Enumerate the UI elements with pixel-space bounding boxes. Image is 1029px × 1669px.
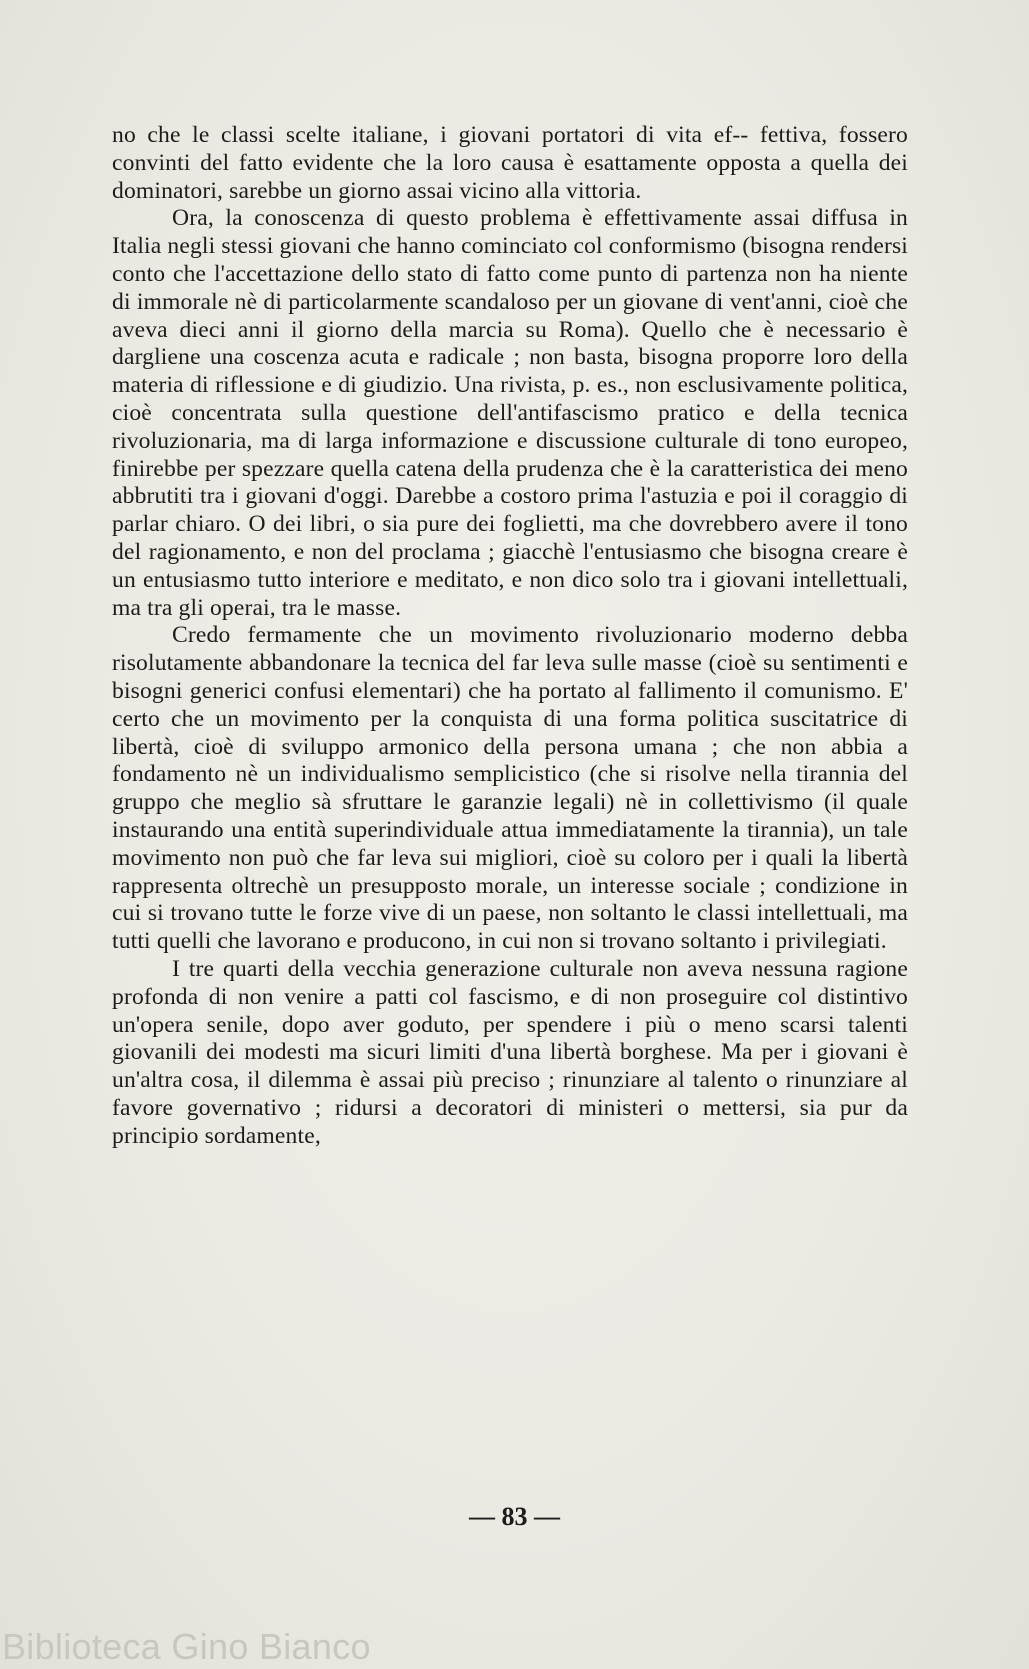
paragraph-3: Credo fermamente che un movimento rivoluzionario moderno debba risolutamente abbandonare la tecnica del far leva sulle masse (cioè su sentimenti e bisogni generici confusi elementari) che ha portato al fallimento il comunismo. E' certo che un movimento per la conquista di una forma politica suscitatrice di libertà, cioè di sviluppo armonico della persona umana ; che non abbia a fondamento nè un individualismo semplicistico (che si risolve nella tirannia del gruppo che meglio sà sfruttare le garanzie legali) nè in collettivismo (il quale instaurando una entità superindividuale attua immediatamente la tirannia), un tale movimento non può che far leva sui migliori, cioè su coloro per i quali la libertà rappresenta oltrechè un presupposto morale, un interesse sociale ; condizione in cui si trovano tutte le forze vive di un paese, non soltanto le classi intellettuali, ma tutti quelli che lavorano e producono, in cui non si trovano soltanto i privilegiati. xyxy=(112,622,908,955)
body-text xyxy=(112,122,908,1150)
paragraph-4: I tre quarti della vecchia generazione culturale non aveva nessuna ragione profonda di non venire a patti col fascismo, e di non proseguire col distintivo un'opera senile, dopo aver goduto, per spendere i più o meno scarsi talenti giovanili dei modesti ma sicuri limiti d'una libertà borghese. Ma per i giovani è un'altra cosa, il dilemma è assai più preciso ; rinunziare al talento o rinunziare al favore governativo ; ridursi a decoratori di ministeri o mettersi, sia pur da principio sordamente, xyxy=(112,955,908,1149)
page-number: — 83 — xyxy=(469,1502,560,1531)
paragraph-1: no che le classi scelte italiane, i giovani portatori di vita ef-- fettiva, fossero convinti del fatto evidente che la loro causa è esattamente opposta a quella dei dominatori, sarebbe un giorno assai vicino alla vittoria. xyxy=(112,122,908,204)
library-watermark: Biblioteca Gino Bianco xyxy=(2,1626,371,1667)
paragraph-2: Ora, la conoscenza di questo problema è effettivamente assai diffusa in Italia negli stessi giovani che hanno cominciato col conformismo (bisogna rendersi conto che l'accettazione dello stato di fatto come punto di partenza non ha niente di immorale nè di particolarmente scandaloso per un giovane di vent'anni, cioè che aveva dieci anni il giorno della marcia su Roma). Quello che è necessario è dargliene una coscenza acuta e radicale ; non basta, bisogna proporre loro della materia di riflessione e di giudizio. Una rivista, p. es., non esclusivamente politica, cioè concentrata sulla questione dell'antifascismo pratico e della tecnica rivoluzionaria, ma di larga informazione e discussione culturale di tono europeo, finirebbe per spezzare quella catena della prudenza che è la caratteristica dei meno abbrutiti tra i giovani d'oggi. Darebbe a costoro prima l'astuzia e poi il coraggio di parlar chiaro. O dei libri, o sia pure dei foglietti, ma che dovrebbero avere il tono del ragionamento, e non del proclama ; giacchè l'entusiasmo che bisogna creare è un entusiasmo tutto interiore e meditato, e non dico solo tra i giovani intellettuali, ma tra gli operai, tra le masse. xyxy=(112,205,908,621)
